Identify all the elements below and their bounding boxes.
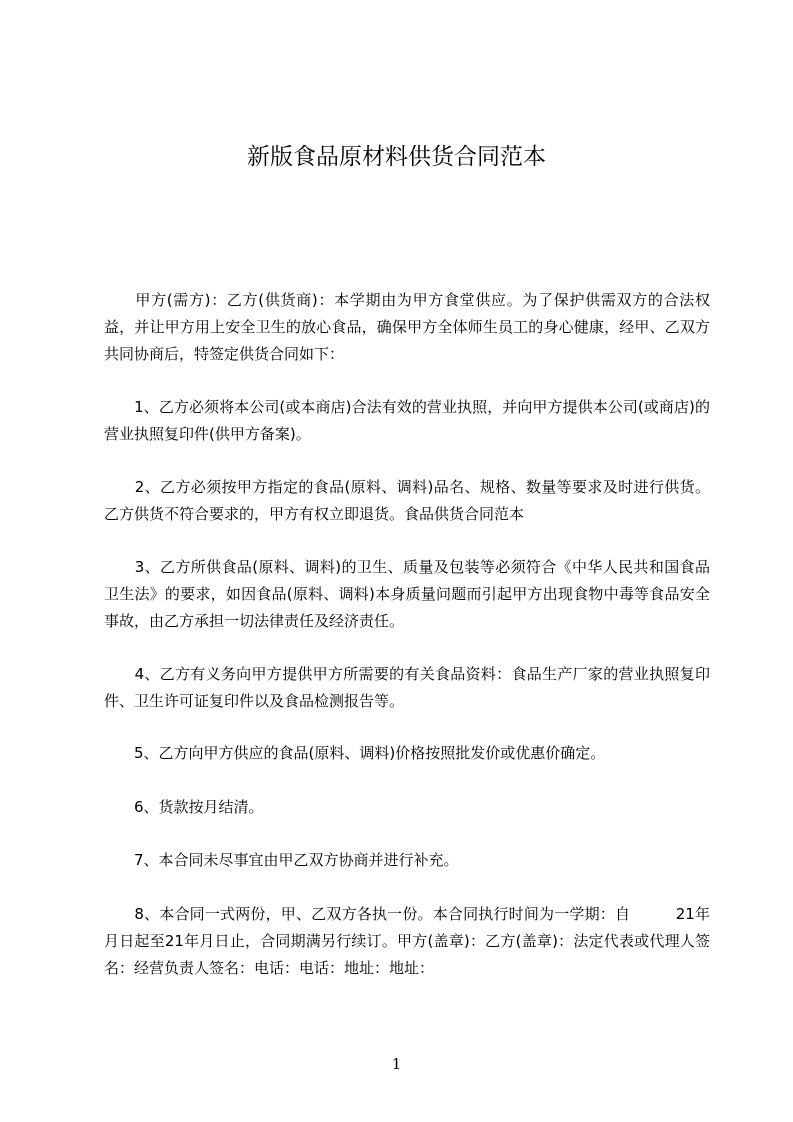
clause-6-paragraph: 6、货款按月结清。 xyxy=(104,798,264,816)
clause-8-paragraph: 8、本合同一式两份，甲、乙双方各执一份。本合同执行时间为一学期：自 21年月日起至21年月日止，合同期满另行续订。甲方(盖章)：乙方(盖章)：法定代表或代理人签名：经营负责人签名：电话：电话：地址：地址： xyxy=(104,905,710,977)
page-number: 1 xyxy=(391,1055,402,1073)
clause-2-paragraph: 2、乙方必须按甲方指定的食品(原料、调料)品名、规格、数量等要求及时进行供货。乙方供货不符合要求的，甲方有权立即退货。食品供货合同范本 xyxy=(104,478,710,523)
clause-7-paragraph: 7、本合同未尽事宜由甲乙双方协商并进行补充。 xyxy=(104,851,459,869)
clause-5-paragraph: 5、乙方向甲方供应的食品(原料、调料)价格按照批发价或优惠价确定。 xyxy=(104,744,606,762)
clause-3-paragraph: 3、乙方所供食品(原料、调料)的卫生、质量及包装等必须符合《中华人民共和国食品卫生法》的要求，如因食品(原料、调料)本身质量问题而引起甲方出现食物中毒等食品安全事故，由乙方承担一切法律责任及经济责任。 xyxy=(104,558,710,630)
clause-4-paragraph: 4、乙方有义务向甲方提供甲方所需要的有关食品资料：食品生产厂家的营业执照复印件、卫生许可证复印件以及食品检测报告等。 xyxy=(104,665,710,710)
clause-1-paragraph: 1、乙方必须将本公司(或本商店)合法有效的营业执照，并向甲方提供本公司(或商店)的营业执照复印件(供甲方备案)。 xyxy=(104,398,710,443)
document-title: 新版食品原材料供货合同范本 xyxy=(247,144,546,170)
preamble-paragraph: 甲方(需方)：乙方(供货商)：本学期由为甲方食堂供应。为了保护供需双方的合法权益，并让甲方用上安全卫生的放心食品，确保甲方全体师生员工的身心健康，经甲、乙双方共同协商后，特签定供货合同如下： xyxy=(104,291,710,363)
